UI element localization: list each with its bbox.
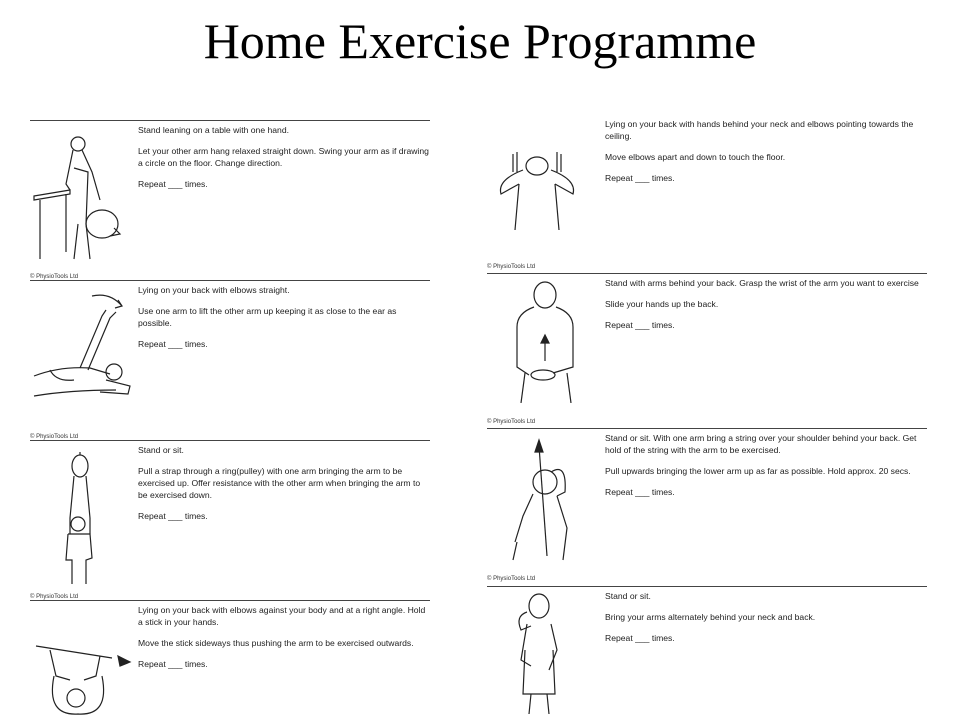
physiotools-credit: © PhysioTools Ltd (487, 264, 536, 270)
hands-up-back-illustration (487, 277, 591, 403)
pulley-illustration (30, 448, 130, 586)
divider (487, 273, 927, 274)
physiotools-credit: © PhysioTools Ltd (30, 274, 79, 280)
exercise-instructions: Lying on your back with hands behind your neck and elbows pointing towards the ceiling. Move elbows apart and down to touch the floor. Repeat ___ times. (605, 119, 914, 183)
elbows-apart-lying-illustration (487, 144, 591, 234)
exercise-card-arms-alternate (487, 586, 927, 716)
divider (487, 586, 927, 587)
arms-alternate-illustration (487, 590, 591, 714)
exercise-card-pendulum (30, 120, 430, 280)
divider (30, 280, 430, 281)
divider (30, 600, 430, 601)
exercise-card-elbows-apart (487, 118, 927, 268)
exercise-instructions: Stand or sit. Bring your arms alternately behind your neck and back. Repeat ___ times. (605, 591, 816, 643)
string-behind-back-illustration (487, 432, 591, 562)
divider (487, 428, 927, 429)
physiotools-credit: © PhysioTools Ltd (30, 594, 79, 600)
exercise-instructions: Stand leaning on a table with one hand. Let your other arm hang relaxed straight down. Swing your arm as if drawing a circle on the floor. Change direction. Repeat ___ times. (138, 125, 429, 189)
exercise-card-stick-push (30, 600, 430, 720)
exercise-card-string-behind-back (487, 428, 927, 582)
physiotools-credit: © PhysioTools Ltd (487, 576, 536, 582)
divider (30, 120, 430, 121)
physiotools-credit: © PhysioTools Ltd (487, 419, 536, 425)
exercise-card-hands-up-back (487, 273, 927, 425)
exercise-instructions: Stand or sit. Pull a strap through a ring(pulley) with one arm bringing the arm to be exercised up. Offer resistance with the other arm when bringing the arm to be exercised down. Repeat ___ times. (138, 445, 421, 521)
exercise-instructions: Lying on your back with elbows against your body and at a right angle. Hold a stick in your hands. Move the stick sideways thus pushing the arm to be exercised outwards. Repeat ___ times. (138, 605, 426, 669)
stick-push-illustration (30, 606, 134, 716)
exercise-instructions: Stand with arms behind your back. Grasp the wrist of the arm you want to exercise Slide your hands up the back. Repeat ___ times. (605, 278, 919, 330)
physiotools-credit: © PhysioTools Ltd (30, 434, 79, 440)
exercise-instructions: Stand or sit. With one arm bring a string over your shoulder behind your back. Get hold of the string with the arm to be exercised. Pull upwards bringing the lower arm up as far as possible. Hold approx. 20 secs. Repeat ___ times. (605, 433, 917, 497)
exercise-card-arm-lift (30, 280, 430, 440)
exercise-instructions: Lying on your back with elbows straight. Use one arm to lift the other arm up keeping it as close to the ear as possible. Repeat ___ times. (138, 285, 397, 349)
page-title: Home Exercise Programme (203, 13, 757, 69)
arm-lift-lying-illustration (30, 286, 134, 406)
divider (30, 440, 430, 441)
pendulum-swing-illustration (30, 124, 130, 264)
exercise-card-pulley (30, 440, 430, 600)
